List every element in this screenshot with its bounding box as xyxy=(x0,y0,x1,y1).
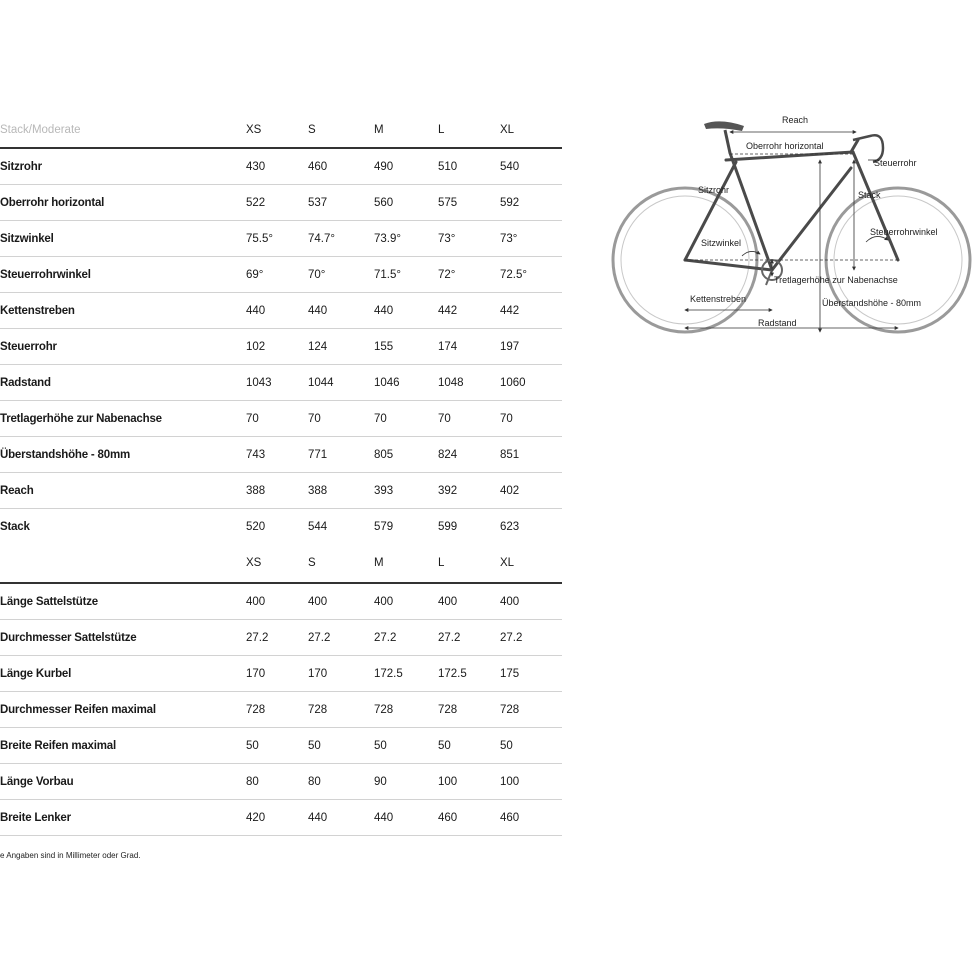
cell: 175 xyxy=(500,656,562,692)
cell: 771 xyxy=(308,437,374,473)
cell: 102 xyxy=(246,329,308,365)
cell: 27.2 xyxy=(374,620,438,656)
cell: 540 xyxy=(500,148,562,185)
table-row xyxy=(0,257,562,293)
cell: 80 xyxy=(246,764,308,800)
cell: 851 xyxy=(500,437,562,473)
row-label: Durchmesser Reifen maximal xyxy=(0,692,246,728)
size-xl-header: XL xyxy=(500,112,562,148)
cell: 440 xyxy=(246,293,308,329)
cell: 27.2 xyxy=(500,620,562,656)
table-row xyxy=(0,620,562,656)
cell: 71.5° xyxy=(374,257,438,293)
cell: 70° xyxy=(308,257,374,293)
table-row xyxy=(0,148,562,185)
table-row xyxy=(0,185,562,221)
row-label: Länge Kurbel xyxy=(0,656,246,692)
table-row xyxy=(0,365,562,401)
geometry-header-row xyxy=(0,112,562,148)
cell: 1060 xyxy=(500,365,562,401)
geometry-table xyxy=(0,112,562,544)
cell: 170 xyxy=(246,656,308,692)
cell: 27.2 xyxy=(246,620,308,656)
cell: 172.5 xyxy=(438,656,500,692)
cell: 440 xyxy=(374,293,438,329)
cell: 172.5 xyxy=(374,656,438,692)
size-m-header: M xyxy=(374,112,438,148)
cell: 70 xyxy=(246,401,308,437)
cell: 197 xyxy=(500,329,562,365)
geometry-section xyxy=(0,112,562,836)
cell: 623 xyxy=(500,520,520,533)
cell: 90 xyxy=(374,764,438,800)
cell: 460 xyxy=(438,800,500,836)
cell: 460 xyxy=(500,800,562,836)
cell: 728 xyxy=(246,692,308,728)
cell: 70 xyxy=(308,401,374,437)
size-s-header: S xyxy=(308,544,374,583)
cell: 728 xyxy=(500,692,562,728)
cell: 460 xyxy=(308,148,374,185)
label-steuerrohrwinkel: Steuerrohrwinkel xyxy=(870,227,938,237)
cell: 743 xyxy=(246,437,308,473)
label-reach: Reach xyxy=(782,115,809,125)
cell: 100 xyxy=(438,764,500,800)
size-l-header: L xyxy=(438,112,500,148)
label-sitzwinkel: Sitzwinkel xyxy=(701,238,742,248)
row-label: Steuerrohr xyxy=(0,329,246,365)
cell: 27.2 xyxy=(438,620,500,656)
label-radstand: Radstand xyxy=(758,318,797,328)
label-steuerrohr: Steuerrohr xyxy=(874,158,917,168)
cell: 50 xyxy=(246,728,308,764)
cell: 805 xyxy=(374,437,438,473)
cell: 824 xyxy=(438,437,500,473)
row-label: Reach xyxy=(0,473,246,509)
cell: 440 xyxy=(308,293,374,329)
cell: 27.2 xyxy=(308,620,374,656)
cell: 72.5° xyxy=(500,257,562,293)
cell: 520 xyxy=(246,520,266,533)
cell: 592 xyxy=(500,185,562,221)
row-label: Länge Sattelstütze xyxy=(0,583,246,620)
label-ueberstand: Überstandshöhe - 80mm xyxy=(822,298,922,308)
table-row xyxy=(0,728,562,764)
cell: 170 xyxy=(308,656,374,692)
row-label: Steuerrohrwinkel xyxy=(0,257,246,293)
cell: 70 xyxy=(500,401,562,437)
size-s-header: S xyxy=(308,112,374,148)
table-row xyxy=(0,656,562,692)
cell: 69° xyxy=(246,257,308,293)
row-label: Oberrohr horizontal xyxy=(0,185,246,221)
row-label: Durchmesser Sattelstütze xyxy=(0,620,246,656)
size-m-header: M xyxy=(374,544,438,583)
geometry-header-label: Stack/Moderate xyxy=(0,112,246,148)
row-label: Stack xyxy=(0,520,30,533)
cell: 388 xyxy=(308,473,374,509)
table-row xyxy=(0,221,562,257)
cell: 1048 xyxy=(438,365,500,401)
cell: 392 xyxy=(438,473,500,509)
row-label: Kettenstreben xyxy=(0,293,246,329)
cell: 1044 xyxy=(308,365,374,401)
components-header-label xyxy=(0,544,246,583)
cell: 442 xyxy=(500,293,562,329)
cell: 400 xyxy=(246,583,308,620)
components-header-row xyxy=(0,544,562,583)
components-table xyxy=(0,544,562,836)
table-row xyxy=(0,437,562,473)
cell: 100 xyxy=(500,764,562,800)
table-row xyxy=(0,473,562,509)
cell: 544 xyxy=(308,520,328,533)
size-xs-header: XS xyxy=(246,544,308,583)
table-row xyxy=(0,293,562,329)
cell: 522 xyxy=(246,185,308,221)
cell: 124 xyxy=(308,329,374,365)
cell: 70 xyxy=(374,401,438,437)
row-label: Sitzwinkel xyxy=(0,221,246,257)
cell: 73° xyxy=(500,221,562,257)
cell: 80 xyxy=(308,764,374,800)
label-sitzrohr: Sitzrohr xyxy=(698,185,730,195)
table-row xyxy=(0,764,562,800)
label-tretlager: Tretlagerhöhe zur Nabenachse xyxy=(774,275,898,285)
row-label: Überstandshöhe - 80mm xyxy=(0,437,246,473)
saddle-icon xyxy=(704,121,744,153)
cell: 400 xyxy=(374,583,438,620)
cell: 430 xyxy=(246,148,308,185)
bike-geometry-diagram xyxy=(608,110,978,340)
footnote: e Angaben sind in Millimeter oder Grad. xyxy=(0,851,141,860)
cell: 728 xyxy=(438,692,500,728)
cell: 50 xyxy=(438,728,500,764)
cell: 440 xyxy=(308,800,374,836)
table-row xyxy=(0,329,562,365)
table-row xyxy=(0,401,562,437)
label-oberrohr: Oberrohr horizontal xyxy=(746,141,824,151)
table-row xyxy=(0,583,562,620)
cell: 440 xyxy=(374,800,438,836)
row-label: Breite Reifen maximal xyxy=(0,728,246,764)
cell: 400 xyxy=(438,583,500,620)
cell: 388 xyxy=(246,473,308,509)
cell: 50 xyxy=(374,728,438,764)
cell: 728 xyxy=(308,692,374,728)
table-row xyxy=(0,800,562,836)
cell: 1043 xyxy=(246,365,308,401)
cell: 420 xyxy=(246,800,308,836)
cell: 70 xyxy=(438,401,500,437)
cell: 174 xyxy=(438,329,500,365)
size-xl-header: XL xyxy=(500,544,562,583)
cell: 393 xyxy=(374,473,438,509)
size-l-header: L xyxy=(438,544,500,583)
cell: 400 xyxy=(500,583,562,620)
row-label: Sitzrohr xyxy=(0,148,246,185)
cell: 728 xyxy=(374,692,438,728)
row-label: Länge Vorbau xyxy=(0,764,246,800)
cell: 73.9° xyxy=(374,221,438,257)
cell: 599 xyxy=(438,520,458,533)
size-xs-header: XS xyxy=(246,112,308,148)
cell: 75.5° xyxy=(246,221,308,257)
row-label: Tretlagerhöhe zur Nabenachse xyxy=(0,401,246,437)
cell: 490 xyxy=(374,148,438,185)
table-row xyxy=(0,692,562,728)
row-label: Radstand xyxy=(0,365,246,401)
cell: 1046 xyxy=(374,365,438,401)
cell: 74.7° xyxy=(308,221,374,257)
row-label: Breite Lenker xyxy=(0,800,246,836)
cell: 73° xyxy=(438,221,500,257)
cell: 575 xyxy=(438,185,500,221)
cell: 50 xyxy=(500,728,562,764)
cell: 579 xyxy=(374,520,394,533)
cell: 50 xyxy=(308,728,374,764)
label-stack: Stack xyxy=(858,190,881,200)
cell: 560 xyxy=(374,185,438,221)
cell: 400 xyxy=(308,583,374,620)
cell: 72° xyxy=(438,257,500,293)
label-kettenstreben: Kettenstreben xyxy=(690,294,747,304)
cell: 442 xyxy=(438,293,500,329)
table-row xyxy=(0,509,562,545)
cell: 537 xyxy=(308,185,374,221)
cell: 402 xyxy=(500,473,562,509)
cell: 155 xyxy=(374,329,438,365)
cell: 510 xyxy=(438,148,500,185)
